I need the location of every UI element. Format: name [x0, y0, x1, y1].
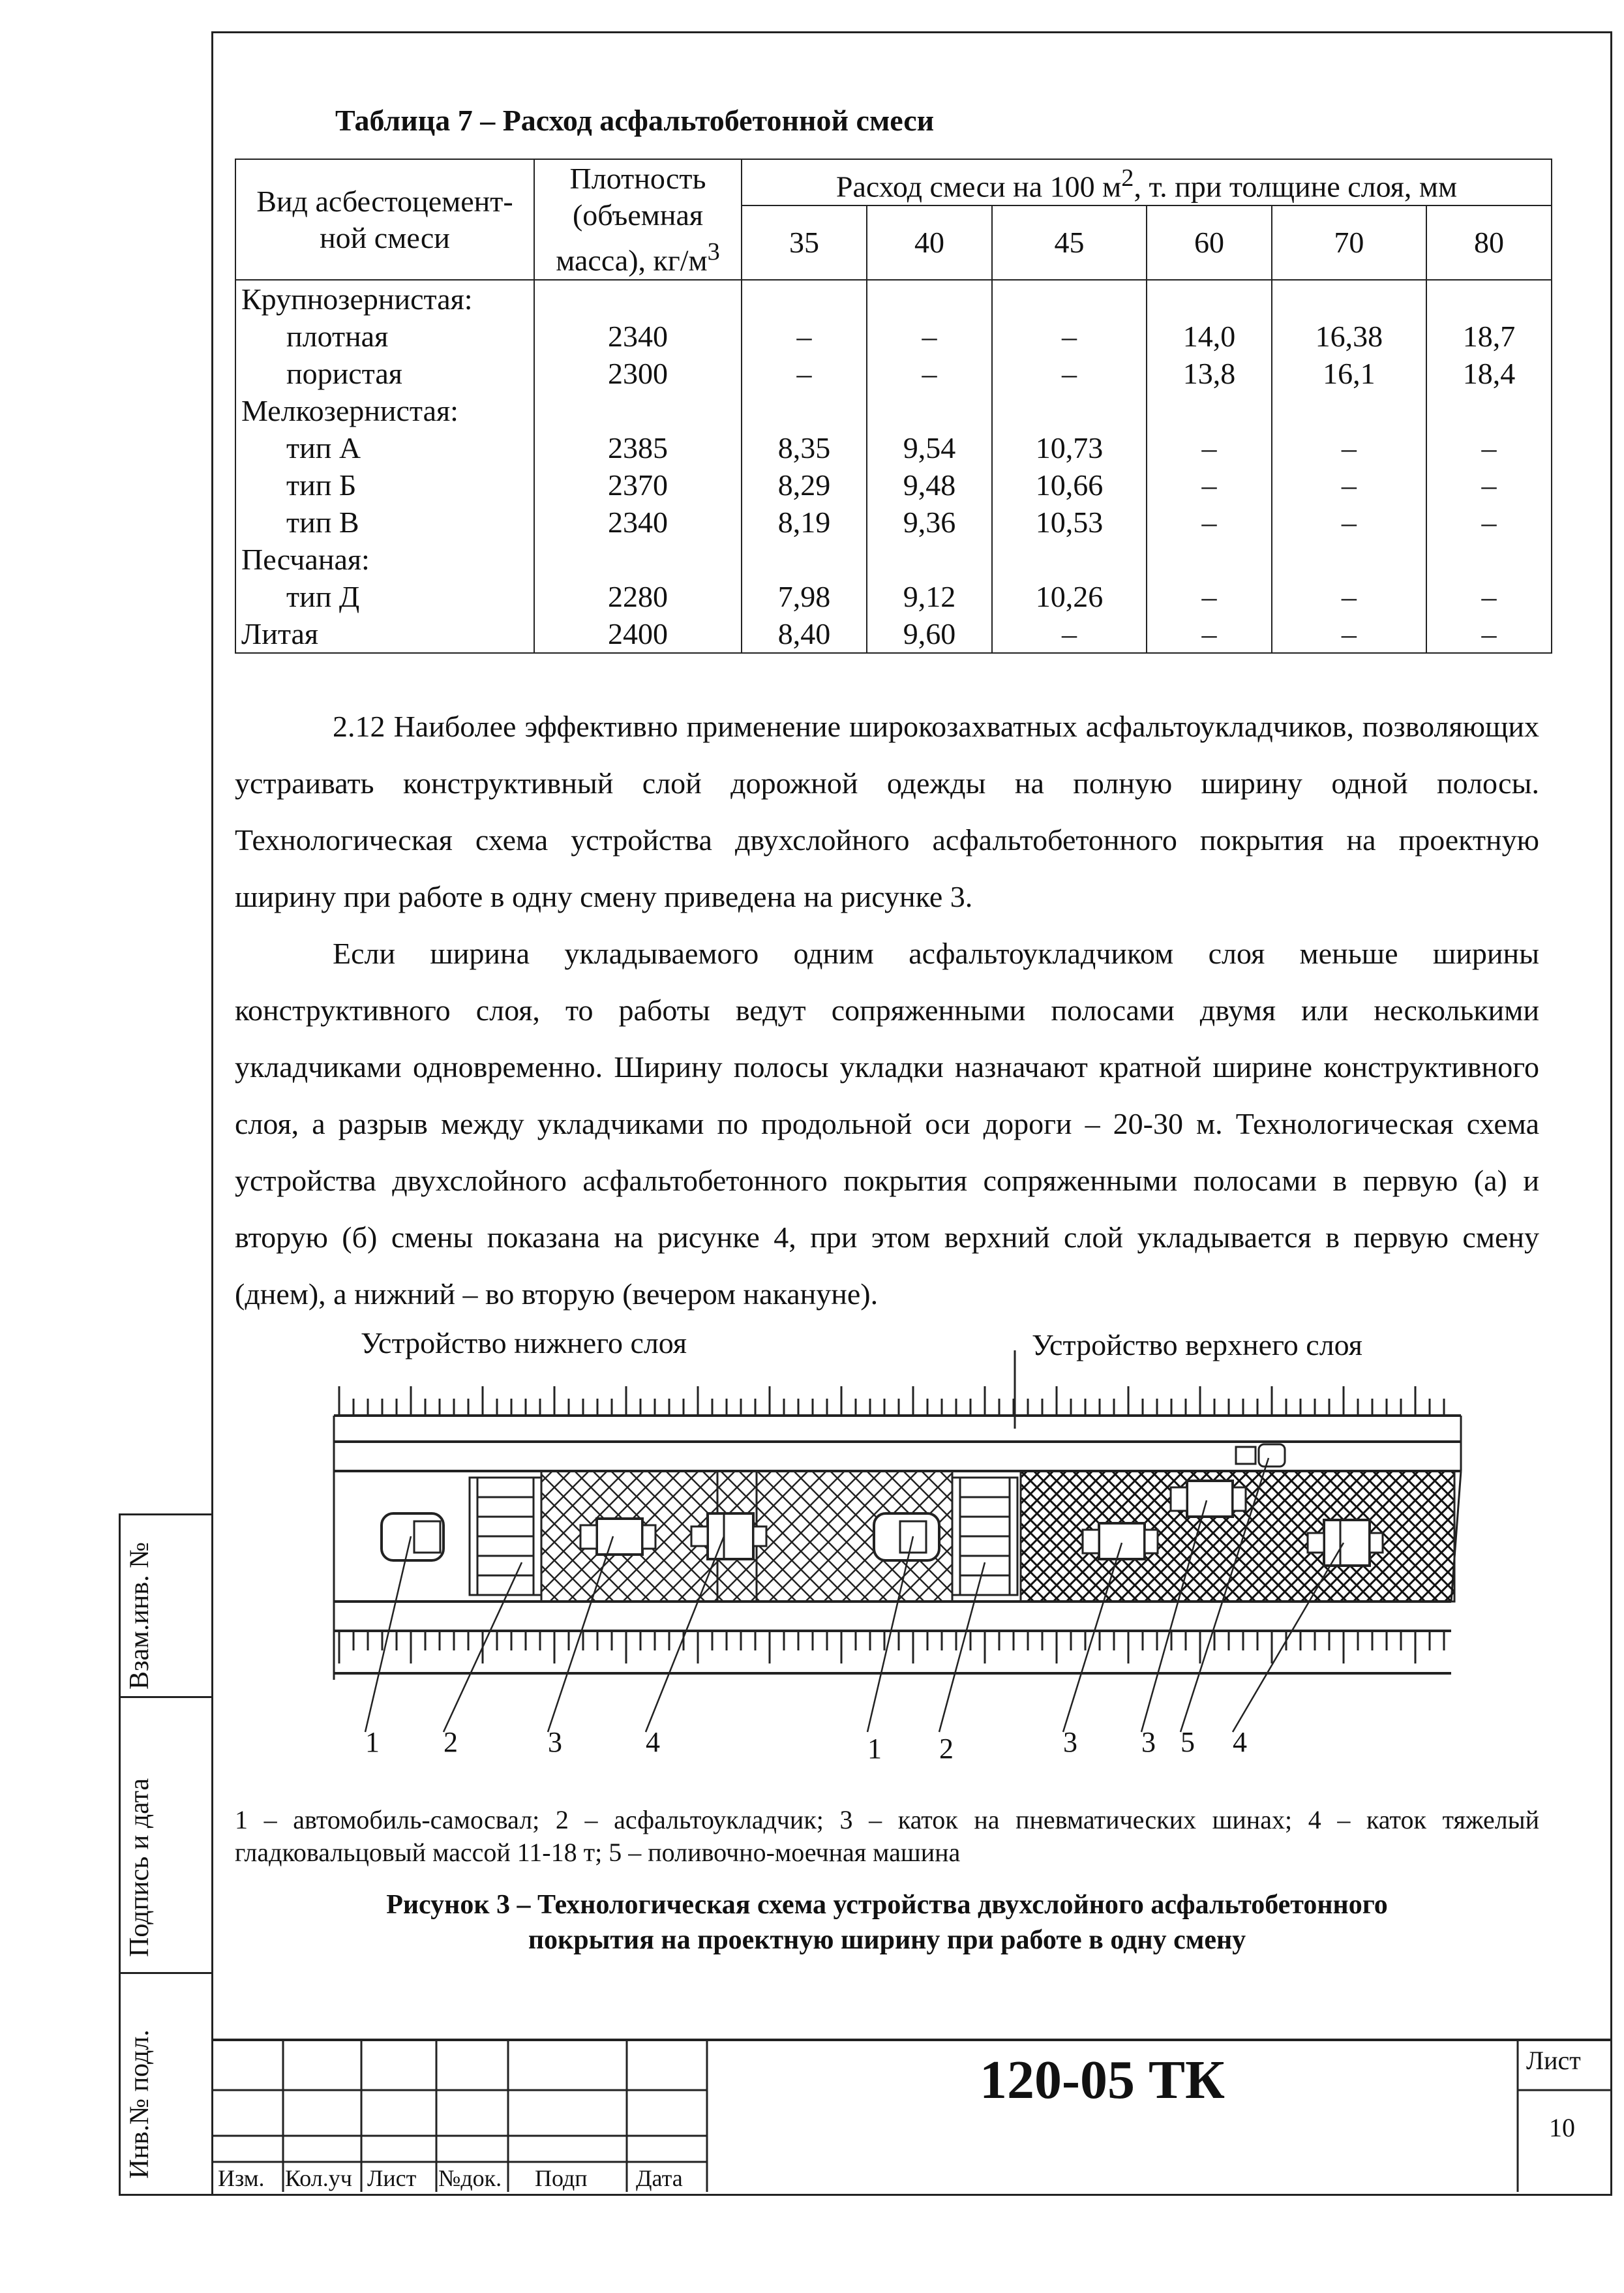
side-label-podpis: Подпись и дата — [125, 1778, 155, 1957]
row-value-0: 8,19 — [742, 504, 867, 541]
figure-caption-line-1: Рисунок 3 – Технологическая схема устройства двухслойного асфальтобетонного — [386, 1890, 1388, 1920]
row-value-5: – — [1426, 615, 1552, 653]
table-row — [235, 504, 1552, 541]
header-thickness-3: 60 — [1147, 205, 1272, 280]
row-value-4: – — [1272, 504, 1426, 541]
stamp-header-data: Дата — [636, 2165, 683, 2191]
row-value-3: – — [1147, 615, 1272, 653]
row-value-5 — [1426, 392, 1552, 429]
row-value-5 — [1426, 541, 1552, 578]
paver-2-icon — [952, 1478, 1017, 1595]
row-mix-name: тип А — [235, 429, 534, 466]
row-value-0 — [742, 541, 867, 578]
row-value-5: 18,4 — [1426, 355, 1552, 392]
row-value-4: – — [1272, 615, 1426, 653]
sheet-number: 10 — [1549, 2113, 1575, 2142]
row-value-1: 9,48 — [867, 466, 992, 504]
row-value-0: 8,35 — [742, 429, 867, 466]
header-thickness-2: 45 — [992, 205, 1147, 280]
stamp-header-doc: №док. — [438, 2165, 502, 2191]
table-row — [235, 429, 1552, 466]
technology-scheme-drawing — [326, 1350, 1474, 1755]
row-value-5: – — [1426, 504, 1552, 541]
row-value-4: 16,1 — [1272, 355, 1426, 392]
stamp-header-podp: Подп — [535, 2165, 588, 2191]
header-thickness-1: 40 — [867, 205, 992, 280]
row-mix-name: Крупнозернистая: — [235, 280, 534, 318]
row-value-4: – — [1272, 578, 1426, 615]
row-value-5: 18,7 — [1426, 318, 1552, 355]
row-value-3: 14,0 — [1147, 318, 1272, 355]
row-density: 2340 — [534, 318, 742, 355]
side-label-inv: Инв.№ подл. — [125, 2029, 155, 2179]
row-mix-name: тип Б — [235, 466, 534, 504]
header-group-text: Расход смеси на 100 м — [835, 170, 1122, 204]
figure-number: 3 — [1063, 1726, 1077, 1758]
header-group-tail: , т. при толщине слоя, мм — [1134, 170, 1458, 204]
row-density: 2280 — [534, 578, 742, 615]
figure-legend: 1 – автомобиль-самосвал; 2 – асфальтоукладчик; 3 – каток на пневматических шинах; 4 – каток тяжелый гладковальцовый массой 11-18 т; 5 – поливочно-моечная машина — [235, 1805, 1539, 1867]
row-value-3: – — [1147, 429, 1272, 466]
row-value-1 — [867, 541, 992, 578]
row-density — [534, 280, 742, 318]
dump-truck-2-icon — [874, 1513, 939, 1560]
row-density — [534, 392, 742, 429]
row-mix-name: Песчаная: — [235, 541, 534, 578]
stamp-header-list: Лист — [367, 2165, 417, 2191]
row-density: 2340 — [534, 504, 742, 541]
row-mix-name: плотная — [235, 318, 534, 355]
row-value-3: – — [1147, 466, 1272, 504]
row-value-2 — [992, 280, 1147, 318]
figure-number: 4 — [646, 1726, 660, 1758]
row-value-1 — [867, 392, 992, 429]
row-value-2: 10,26 — [992, 578, 1147, 615]
row-value-4 — [1272, 392, 1426, 429]
row-value-4: – — [1272, 429, 1426, 466]
figure-caption-line-2: покрытия на проектную ширину при работе в одну смену — [528, 1925, 1246, 1955]
paragraph-2 — [235, 925, 1539, 1322]
row-density: 2370 — [534, 466, 742, 504]
row-value-0: – — [742, 355, 867, 392]
row-value-2: 10,53 — [992, 504, 1147, 541]
row-value-2: – — [992, 318, 1147, 355]
consumption-table — [235, 159, 1552, 654]
row-density: 2400 — [534, 615, 742, 653]
side-label-vzam: Взам.инв. № — [125, 1541, 155, 1690]
table-body — [235, 280, 1552, 653]
header-density-sup: 3 — [707, 238, 720, 266]
row-value-2: – — [992, 355, 1147, 392]
row-value-3: – — [1147, 504, 1272, 541]
table-row — [235, 318, 1552, 355]
row-value-2 — [992, 392, 1147, 429]
row-value-0 — [742, 280, 867, 318]
row-density: 2385 — [534, 429, 742, 466]
row-value-0: – — [742, 318, 867, 355]
figure-number: 3 — [548, 1726, 562, 1758]
row-density — [534, 541, 742, 578]
table-row — [235, 392, 1552, 429]
row-mix-name: пористая — [235, 355, 534, 392]
header-mix-type: Вид асбестоцемент- ной смеси — [235, 159, 534, 280]
table-row — [235, 280, 1552, 318]
figure-number: 4 — [1233, 1726, 1247, 1758]
row-value-2: 10,73 — [992, 429, 1147, 466]
row-value-4: – — [1272, 466, 1426, 504]
row-value-1 — [867, 280, 992, 318]
row-density: 2300 — [534, 355, 742, 392]
row-value-2 — [992, 541, 1147, 578]
figure-number: 2 — [444, 1726, 458, 1758]
row-value-0: 8,40 — [742, 615, 867, 653]
paver-1-icon — [470, 1478, 541, 1595]
table-row — [235, 615, 1552, 653]
row-value-3: 13,8 — [1147, 355, 1272, 392]
row-value-3 — [1147, 392, 1272, 429]
row-value-5: – — [1426, 429, 1552, 466]
stamp-header-kolvo: Кол.уч — [285, 2165, 352, 2191]
stamp-header-izm: Изм. — [218, 2165, 265, 2191]
row-value-1: – — [867, 355, 992, 392]
header-thickness-4: 70 — [1272, 205, 1426, 280]
row-mix-name: тип В — [235, 504, 534, 541]
table-row — [235, 578, 1552, 615]
row-value-2: 10,66 — [992, 466, 1147, 504]
row-value-0 — [742, 392, 867, 429]
row-value-4 — [1272, 541, 1426, 578]
document-code: 120-05 ТК — [980, 2050, 1225, 2110]
row-value-4: 16,38 — [1272, 318, 1426, 355]
header-thickness-5: 80 — [1426, 205, 1552, 280]
row-value-3 — [1147, 280, 1272, 318]
row-value-0: 8,29 — [742, 466, 867, 504]
bottom-ruler — [339, 1631, 1444, 1663]
sheet-label: Лист — [1526, 2046, 1581, 2075]
figure-number: 1 — [867, 1733, 882, 1765]
table-row — [235, 355, 1552, 392]
row-mix-name: Литая — [235, 615, 534, 653]
figure-label-upper-layer: Устройство верхнего слоя — [1032, 1328, 1362, 1361]
header-group-sup: 2 — [1121, 164, 1134, 192]
row-value-5 — [1426, 280, 1552, 318]
watering-machine-icon — [1236, 1444, 1285, 1466]
row-value-2: – — [992, 615, 1147, 653]
row-value-1: 9,12 — [867, 578, 992, 615]
paragraph-2-text: Если ширина укладываемого одним асфальтоукладчиком слоя меньше ширины конструктивного слоя, то работы ведут сопряженными полосами двумя или несколькими укладчиками одновременно. Ширину полосы укладки назначают кратной ширине конструктивного слоя, а разрыв между укладчиками по продольной оси дороги – 20-30 м. Технологическая схема устройства двухслойного асфальтобетонного покрытия сопряженными полосами в первую (а) и вторую (б) смены показана на рисунке 4, при этом верхний слой укладывается в первую смену (днем), а нижний – во вторую (вечером накануне). — [235, 937, 1539, 1311]
row-value-1: 9,36 — [867, 504, 992, 541]
paragraph-2-12 — [235, 698, 1539, 925]
row-value-1: 9,60 — [867, 615, 992, 653]
header-thickness-0: 35 — [742, 205, 867, 280]
header-density — [534, 159, 742, 280]
header-density-text: Плотность (объемная масса), кг/м — [556, 162, 708, 277]
table-row — [235, 466, 1552, 504]
row-value-1: 9,54 — [867, 429, 992, 466]
figure-number: 2 — [939, 1733, 954, 1765]
row-mix-name: тип Д — [235, 578, 534, 615]
row-value-0: 7,98 — [742, 578, 867, 615]
row-value-5: – — [1426, 466, 1552, 504]
row-value-3 — [1147, 541, 1272, 578]
figure-number: 1 — [365, 1726, 380, 1758]
row-mix-name: Мелкозернистая: — [235, 392, 534, 429]
figure-number: 5 — [1180, 1726, 1195, 1758]
figure-number: 3 — [1141, 1726, 1156, 1758]
paragraph-1-text: 2.12 Наиболее эффективно применение широкозахватных асфальтоукладчиков, позволяющих устраивать конструктивный слой дорожной одежды на полную ширину одной полосы. Технологическая схема устройства двухслойного асфальтобетонного покрытия на проектную ширину при работе в одну смену приведена на рисунке 3. — [235, 710, 1539, 913]
dump-truck-1-icon — [382, 1513, 444, 1560]
table-title: Таблица 7 – Расход асфальтобетонной смеси — [335, 104, 935, 137]
top-ruler — [339, 1386, 1444, 1416]
row-value-5: – — [1426, 578, 1552, 615]
header-consumption-group — [742, 159, 1552, 205]
row-value-3: – — [1147, 578, 1272, 615]
table-row — [235, 541, 1552, 578]
row-value-4 — [1272, 280, 1426, 318]
figure-label-lower-layer: Устройство нижнего слоя — [361, 1326, 687, 1359]
row-value-1: – — [867, 318, 992, 355]
